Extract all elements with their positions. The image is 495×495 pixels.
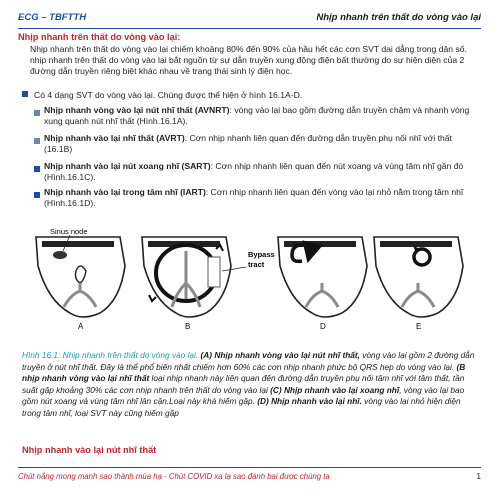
reentry-figure	[30, 221, 465, 334]
sinus-node-label: Sinus node	[50, 227, 88, 236]
square-bullet-icon	[22, 91, 28, 97]
list-item-desc: : vòng vào lại bao gồm đường dẫn truyền chậm và nhanh vòng xung quanh nút nhĩ thất (Hình.16.1A).	[44, 105, 470, 127]
list-item-term: Nhịp nhanh vào lại nhĩ thất (AVRT)	[44, 133, 185, 143]
panel-d-heart	[374, 237, 463, 317]
list-item	[34, 133, 474, 155]
caption-part: (B nhịp nhanh vòng vào lại nhĩ thất	[22, 361, 466, 384]
bullet-icon	[34, 164, 40, 175]
page-footer	[18, 467, 481, 486]
caption-part: (A) Nhịp nhanh vòng vào lại nút nhĩ thất,	[198, 350, 360, 360]
intro-paragraph: Nhịp nhanh trên thất do vòng vào lại chiếm khoảng 80% đến 90% của hầu hết các cơn SVT dai dẳng trong dân số. nhịp nhanh trên thất do vòng vào lại bắt nguồn từ sự dẫn truyền xung động điện bất thường do sự hiện diện của 2 đường dẫn truyền riêng biệt khác nhau về trạng thái sinh lý điện học.	[30, 44, 467, 77]
panel-label: A	[78, 322, 84, 331]
sinus-node-shape	[53, 251, 67, 259]
panel-label: E	[416, 322, 422, 331]
page-header	[18, 12, 481, 29]
atrial-bar	[42, 241, 114, 247]
list-item-term: Nhịp nhanh vòng vào lại nút nhĩ thất (AVNRT)	[44, 105, 230, 115]
header-right: Nhịp nhanh trên thất do vòng vào lại	[316, 12, 481, 23]
list-item-term: Nhịp nhanh vào lại nút xoang nhĩ (SART)	[44, 161, 211, 171]
bypass-label-line-1: Bypass	[248, 250, 275, 259]
list-item	[34, 161, 474, 183]
panel-c-heart	[278, 237, 367, 317]
bypass-label-line-2: tract	[248, 260, 265, 269]
list-item-term: Nhịp nhanh vào lại trong tâm nhĩ (IART)	[44, 187, 206, 197]
caption-part: vòng vào lại nhỏ hiện diện trong tâm nhĩ, loại SVT này cũng hiếm gặp	[22, 396, 461, 418]
bypass-tract-shape	[208, 257, 220, 287]
caption-part: (D) Nhịp nhanh vào lại nhĩ.	[254, 396, 362, 407]
panel-label: D	[320, 322, 326, 331]
list-item	[34, 105, 474, 127]
section-title: Nhịp nhanh vào lại nút nhĩ thất	[22, 445, 157, 455]
page-number: 1	[476, 472, 481, 481]
list-item	[34, 187, 474, 209]
bullet-icon	[34, 190, 40, 201]
section-title: Nhịp nhanh trên thất do vòng vào lại:	[18, 32, 181, 42]
panel-b-heart	[142, 237, 246, 317]
types-intro	[22, 90, 477, 101]
caption-part: (C) Nhịp nhanh vào lại xoang nhĩ	[267, 384, 400, 395]
header-left: ECG – TBFTTH	[18, 12, 87, 23]
list-item-desc: : Cơn nhịp nhanh liên quan đến nút xoang và vùng tâm nhĩ gần đó (Hình.16.1C).	[44, 161, 464, 183]
bullet-icon	[34, 108, 40, 119]
bypass-tract-label	[248, 250, 277, 269]
caption-part: vòng vào lại gồm 2 đường dẫn truyền ở nút nhĩ thất. Đây là thể phổ biến nhất chiếm hơn 60% các cơn nhịp nhanh phức bộ QRS hẹp do vòng vào lại.	[22, 350, 475, 372]
panel-label: B	[185, 322, 191, 331]
caption-part: , vòng vào lại bao gồm nút xoang và vùng tâm nhĩ lân cận.Loại này khá hiếm gặp.	[22, 384, 465, 407]
bullet-icon	[34, 136, 40, 147]
footer-text: Chút nắng mong manh sao thành mùa hạ - Chút COVID xa lạ sao đánh bại được chúng ta	[18, 472, 330, 481]
figure-caption	[22, 350, 477, 420]
list-item-desc: : Cơn nhịp nhanh liên quan đến đường dẫn truyền phụ nối nhĩ với thất (16.1B)	[44, 133, 452, 155]
types-intro-text: Có 4 dạng SVT do vòng vào lại. Chúng được thể hiện ở hình 16.1A-D.	[34, 90, 303, 100]
list-item-desc: : Cơn nhịp nhanh liên quan đến vòng vào lại nhỏ nằm trong tâm nhĩ (Hình.16.1D).	[44, 187, 464, 209]
caption-part: loại nhịp nhanh này liên quan đến đường dẫn truyền phụ nối tâm nhĩ với tâm thất, tần suất gặp khoảng 30% các cơn nhịp nhanh trên thất do vòng vào lại	[22, 373, 465, 395]
caption-label: Hình 16.1: Nhịp nhanh trên thất do vòng vào lại.	[22, 350, 199, 360]
panel-a-heart	[36, 235, 125, 317]
